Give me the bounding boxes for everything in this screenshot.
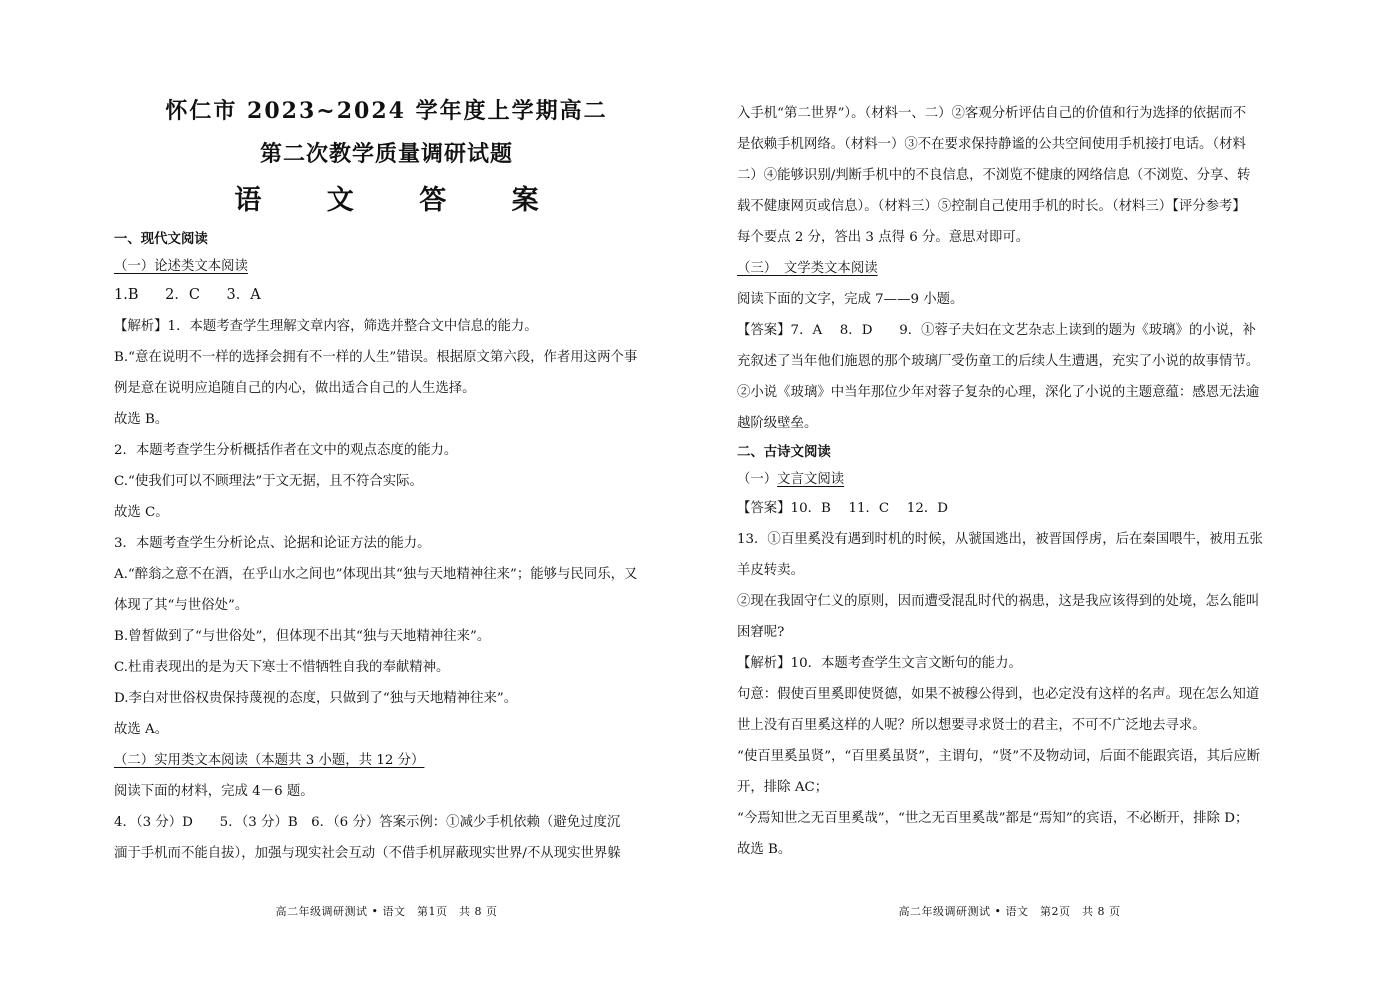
text-line: B.曾皙做到了“与世俗处”，但体现不出其“独与天地精神往来”。: [114, 629, 491, 644]
subsection-heading: （一）文言文阅读: [737, 472, 845, 487]
text-line: 阅读下面的材料，完成 4－6 题。: [114, 784, 314, 799]
text-line: 体现了其“与世俗处”。: [114, 598, 249, 613]
text-line: 二）④能够识别/判断手机中的不良信息，不浏览不健康的网络信息（不浏览、分享、转: [737, 168, 1251, 183]
text-line: 【答案】10．B 11．C 12．D: [737, 501, 948, 516]
text-line: 13．①百里奚没有遇到时机的时候，从虢国逃出，被晋国俘虏，后在秦国喂牛，被用五张: [737, 532, 1263, 547]
text-line: “使百里奚虽贤”，“百里奚虽贤”，主谓句，“贤”不及物动词，后面不能跟宾语，其后应断: [737, 749, 1261, 764]
text-line: 是依赖手机网络。（材料一）③不在要求保持静谧的公共空间使用手机接打电话。（材料: [737, 137, 1246, 152]
text-line: 入手机“第二世界”）。（材料一、二）②客观分析评估自己的价值和行为选择的依据而不: [737, 106, 1247, 121]
text-line: 例是意在说明应追随自己的内心，做出适合自己的人生选择。: [114, 381, 476, 396]
right-body: [737, 98, 1282, 865]
answers-1-3: [114, 280, 659, 311]
text-line: 湎于手机而不能自拔），加强与现实社会互动（不借手机屏蔽现实世界/不从现实世界躲: [114, 846, 621, 861]
text-line: 开，排除 AC；: [737, 780, 829, 795]
page-left: [114, 0, 659, 983]
text-line: 充叙述了当年他们施恩的那个玻璃厂受伤童工的后续人生遭遇，充实了小说的故事情节。: [737, 354, 1260, 369]
page-footer: 高二年级调研测试 • 语文 第2页 共 8 页: [898, 905, 1121, 918]
text-line: D.李白对世俗权贵保持蔑视的态度，只做到了“独与天地精神往来”。: [114, 691, 518, 706]
text-line: “今焉知世之无百里奚哉”，“世之无百里奚哉”都是“焉知”的宾语，不必断开，排除 D；: [737, 811, 1249, 826]
text-line: 【答案】7．A 8．D 9．①蓉子夫妇在文艺杂志上读到的题为《玻璃》的小说，补: [737, 323, 1256, 338]
page-footer: 高二年级调研测试 • 语文 第1页 共 8 页: [275, 905, 498, 918]
text-line: C.杜甫表现出的是为天下寒士不惜牺牲自我的奉献精神。: [114, 660, 450, 675]
text-line: 故选 C。: [114, 505, 169, 520]
text-line: 句意：假使百里奚即使贤德，如果不被穆公得到，也必定没有这样的名声。现在怎么知道: [737, 687, 1260, 702]
left-body: [114, 226, 659, 869]
section-heading: 二、古诗文阅读: [737, 445, 831, 460]
text-line: 故选 B。: [114, 412, 169, 427]
text-line: 【解析】10．本题考查学生文言文断句的能力。: [737, 656, 1022, 671]
exam-title-line3: 语 文 答 案: [234, 185, 567, 216]
text-line: 3．本题考查学生分析论点、论据和论证方法的能力。: [114, 536, 431, 551]
text-line: A.“醉翁之意不在酒，在乎山水之间也”体现出其“独与天地精神往来”；能够与民同乐，又: [114, 567, 638, 582]
text-line: 阅读下面的文字，完成 7——9 小题。: [737, 292, 964, 307]
exam-title-line1: 怀仁市 2023~2024 学年度上学期高二: [165, 98, 608, 124]
subsection-heading: （二）实用类文本阅读（本题共 3 小题，共 12 分）: [114, 753, 425, 768]
answer-item: 3．A: [226, 287, 261, 303]
text-line: 世上没有百里奚这样的人呢？所以想要寻求贤士的君主，不可不广泛地去寻求。: [737, 718, 1206, 733]
text-line: 羊皮转卖。: [737, 563, 804, 578]
text-line: 越阶级壁垒。: [737, 416, 818, 431]
section-heading: 一、现代文阅读: [114, 232, 208, 247]
subsection-heading: （一）论述类文本阅读: [114, 259, 248, 274]
text-line: C.“使我们可以不顾理法”于文无据，且不符合实际。: [114, 474, 423, 489]
text-line: 每个要点 2 分，答出 3 点得 6 分。意思对即可。: [737, 230, 1030, 245]
text-line: 故选 A。: [114, 722, 169, 737]
text-line: ②现在我固守仁义的原则，因而遭受混乱时代的祸患，这是我应该得到的处境，怎么能叫: [737, 594, 1260, 609]
text-line: ②小说《玻璃》中当年那位少年对蓉子复杂的心理，深化了小说的主题意蕴：感恩无法逾: [737, 385, 1260, 400]
page-right: [737, 0, 1282, 983]
text-line: 【解析】1．本题考查学生理解文章内容，筛选并整合文中信息的能力。: [114, 319, 538, 334]
exam-title-line2: 第二次教学质量调研试题: [259, 141, 513, 167]
answer-item: 1.B: [114, 287, 139, 303]
text-line: 2．本题考查学生分析概括作者在文中的观点态度的能力。: [114, 443, 458, 458]
text-line: 困窘呢?: [737, 625, 785, 640]
answer-item: 2．C: [165, 287, 200, 303]
text-line: B.“意在说明不一样的选择会拥有不一样的人生”错误。根据原文第六段，作者用这两个事: [114, 350, 638, 365]
subsection-heading: （三） 文学类文本阅读: [737, 261, 878, 276]
text-line: 载不健康网页或信息）。（材料三）⑤控制自己使用手机的时长。（材料三）【评分参考】: [737, 199, 1246, 214]
text-line: 4．（3 分）D 5．（3 分）B 6．（6 分）答案示例：①减少手机依赖（避免过度沉: [114, 815, 621, 830]
text-line: 故选 B。: [737, 842, 792, 857]
